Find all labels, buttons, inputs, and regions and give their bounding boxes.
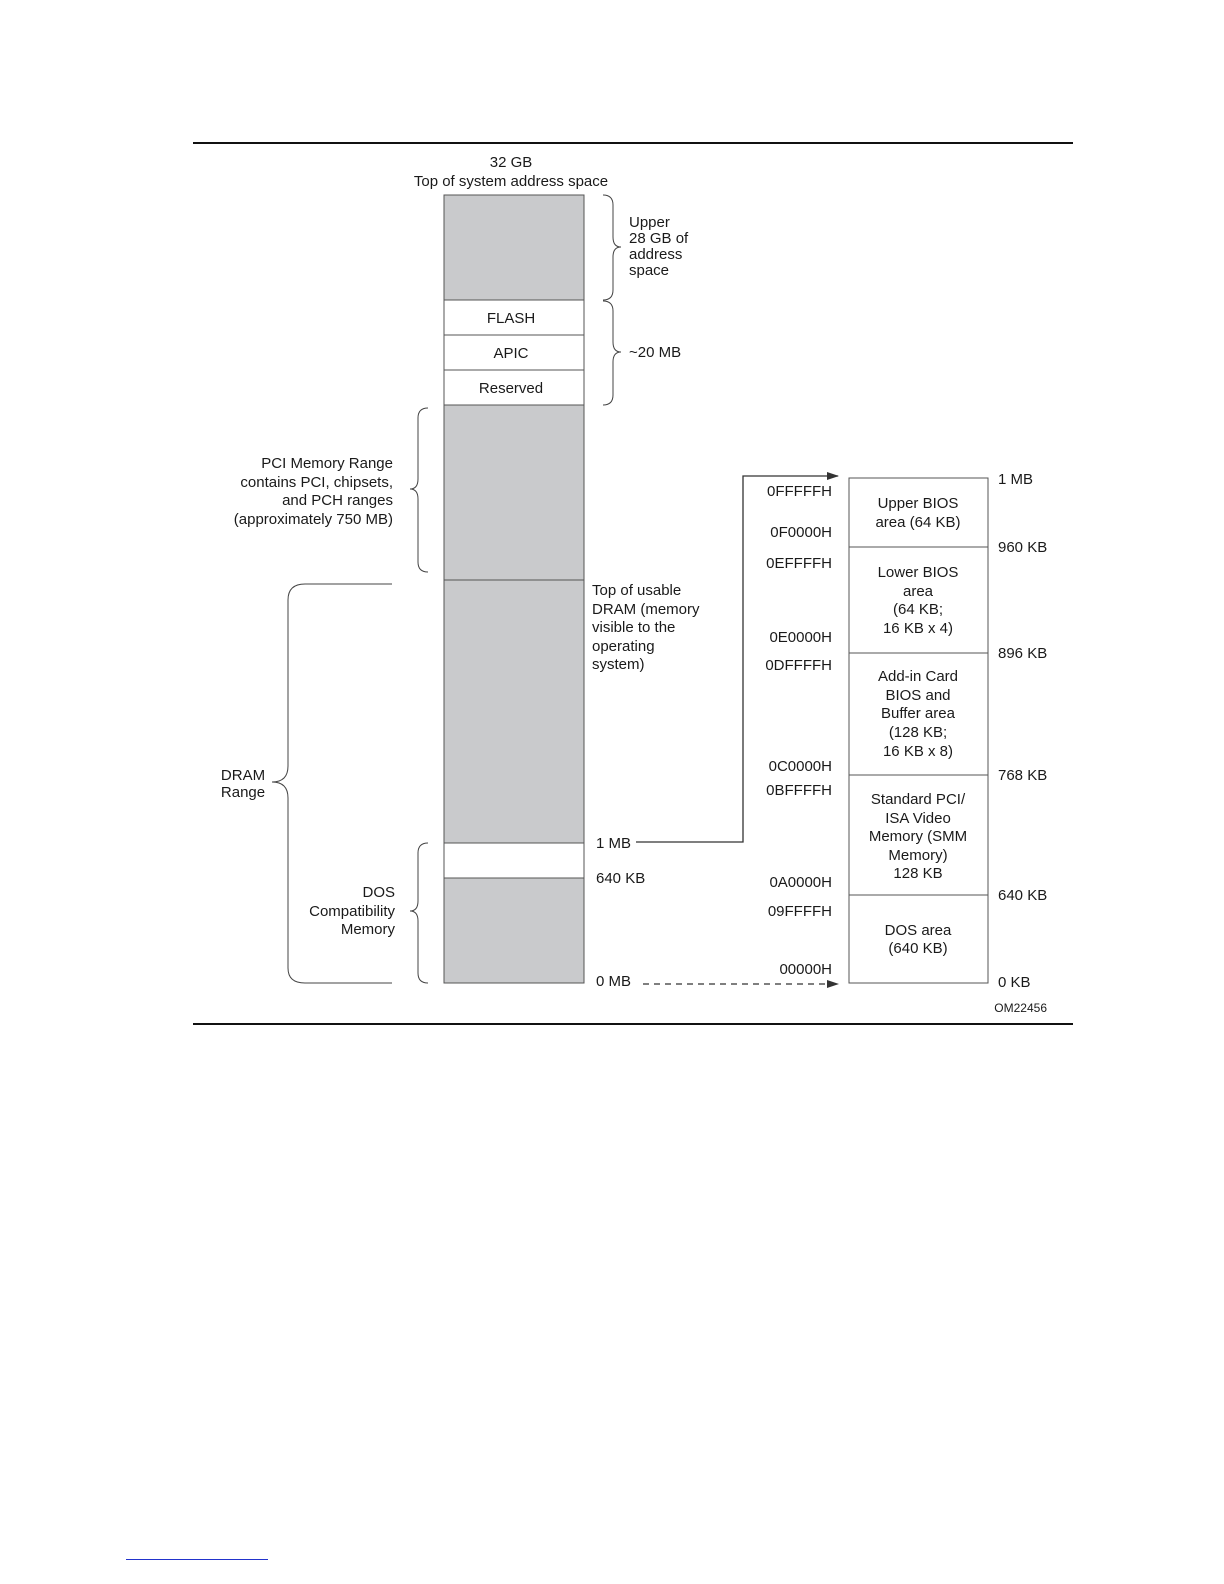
pci-brace (410, 408, 428, 572)
svg-text:area: area (902, 583, 934, 600)
dos-brace (410, 843, 428, 983)
dos-brace-label (309, 884, 395, 938)
dos-area-region (849, 895, 988, 983)
dos-hole-block (444, 843, 584, 878)
svg-text:area (64 KB): area (64 KB) (875, 514, 961, 531)
upper-brace-label (629, 214, 689, 279)
footnote-separator-line (126, 1559, 268, 1560)
dos-memory-block (444, 878, 584, 983)
hex-address: 0F0000H (770, 524, 832, 541)
size-labels (998, 471, 1047, 991)
svg-text:(64 KB;: (64 KB; (892, 601, 944, 618)
svg-text:PCI Memory Range: PCI Memory Range (261, 455, 393, 472)
top-desc-label: Top of system address space (413, 173, 609, 190)
svg-text:DOS area: DOS area (884, 922, 952, 939)
svg-text:16 KB x 8): 16 KB x 8) (882, 743, 954, 760)
svg-text:contains PCI, chipsets,: contains PCI, chipsets, (240, 474, 393, 491)
size-label: 0 KB (998, 974, 1031, 991)
svg-text:address: address (629, 246, 683, 263)
reserved-label: Reserved (478, 380, 544, 397)
size-label: 640 KB (998, 887, 1048, 904)
size-label: 768 KB (998, 767, 1048, 784)
zero-mb-label: 0 MB (596, 973, 632, 990)
hex-address: 0DFFFFH (765, 657, 832, 674)
top-dram-label (592, 582, 700, 673)
svg-text:ISA Video: ISA Video (885, 810, 951, 827)
top-size-label: 32 GB (489, 154, 533, 171)
svg-text:28 GB of: 28 GB of (629, 230, 689, 247)
svg-text:DOS: DOS (362, 884, 395, 901)
hex-address: 0A0000H (769, 874, 832, 891)
size-label: 896 KB (998, 645, 1048, 662)
svg-text:Upper BIOS: Upper BIOS (877, 495, 959, 512)
svg-text:DRAM: DRAM (220, 767, 266, 784)
svg-text:Buffer area: Buffer area (881, 705, 955, 722)
svg-text:BIOS and: BIOS and (885, 687, 951, 704)
hex-address: 0E0000H (769, 629, 832, 646)
addin-card-label (878, 668, 958, 760)
svg-text:16 KB x 4): 16 KB x 4) (882, 620, 954, 637)
twenty-mb-brace (603, 301, 621, 405)
hex-address: 09FFFFH (767, 903, 832, 920)
svg-text:Add-in Card: Add-in Card (877, 668, 959, 685)
hex-address: 0C0000H (768, 758, 832, 775)
svg-text:space: space (629, 262, 670, 279)
apic-label: APIC (493, 345, 529, 362)
lower-bios-region (849, 547, 988, 653)
upper-brace (603, 195, 621, 300)
svg-text:operating: operating (592, 638, 655, 655)
svg-text:Memory (SMM: Memory (SMM (868, 828, 968, 845)
svg-text:Memory): Memory) (888, 847, 948, 864)
svg-text:Lower BIOS: Lower BIOS (877, 564, 959, 581)
hex-address: 0BFFFFH (766, 782, 832, 799)
svg-text:visible to the: visible to the (592, 619, 676, 636)
figure-id: OM22456 (994, 1001, 1047, 1015)
svg-text:and PCH ranges: and PCH ranges (282, 492, 393, 509)
svg-text:Standard PCI/: Standard PCI/ (870, 791, 966, 808)
one-mb-label: 1 MB (596, 835, 632, 852)
svg-text:128 KB: 128 KB (893, 865, 943, 882)
svg-text:DRAM (memory: DRAM (memory (592, 601, 700, 618)
flash-label: FLASH (486, 310, 536, 327)
hex-address: 00000H (779, 961, 832, 978)
kb640-main-label: 640 KB (596, 870, 646, 887)
dram-brace-label (221, 767, 265, 801)
svg-text:Upper: Upper (629, 214, 670, 231)
upper-address-block (444, 195, 584, 300)
svg-text:Range: Range (220, 784, 266, 801)
hex-address: 0EFFFFH (766, 555, 832, 572)
svg-text:system): system) (592, 656, 645, 673)
pci-brace-label (234, 455, 393, 528)
size-label: 960 KB (998, 539, 1048, 556)
upper-bios-region (849, 478, 988, 547)
svg-text:Top of usable: Top of usable (592, 582, 682, 599)
dram-block (444, 580, 584, 843)
svg-text:(640 KB): (640 KB) (888, 940, 948, 957)
pci-memory-block (444, 405, 584, 580)
svg-text:(approximately 750 MB): (approximately 750 MB) (233, 511, 393, 528)
hex-address: 0FFFFFH (767, 483, 832, 500)
svg-text:(128 KB;: (128 KB; (888, 724, 948, 741)
svg-text:Memory: Memory (340, 921, 395, 938)
hex-address-labels (765, 483, 832, 978)
twenty-mb-label: ~20 MB (629, 344, 682, 361)
dos-area-label (885, 922, 952, 957)
size-label: 1 MB (998, 471, 1034, 488)
svg-text:Compatibility: Compatibility (309, 903, 395, 920)
